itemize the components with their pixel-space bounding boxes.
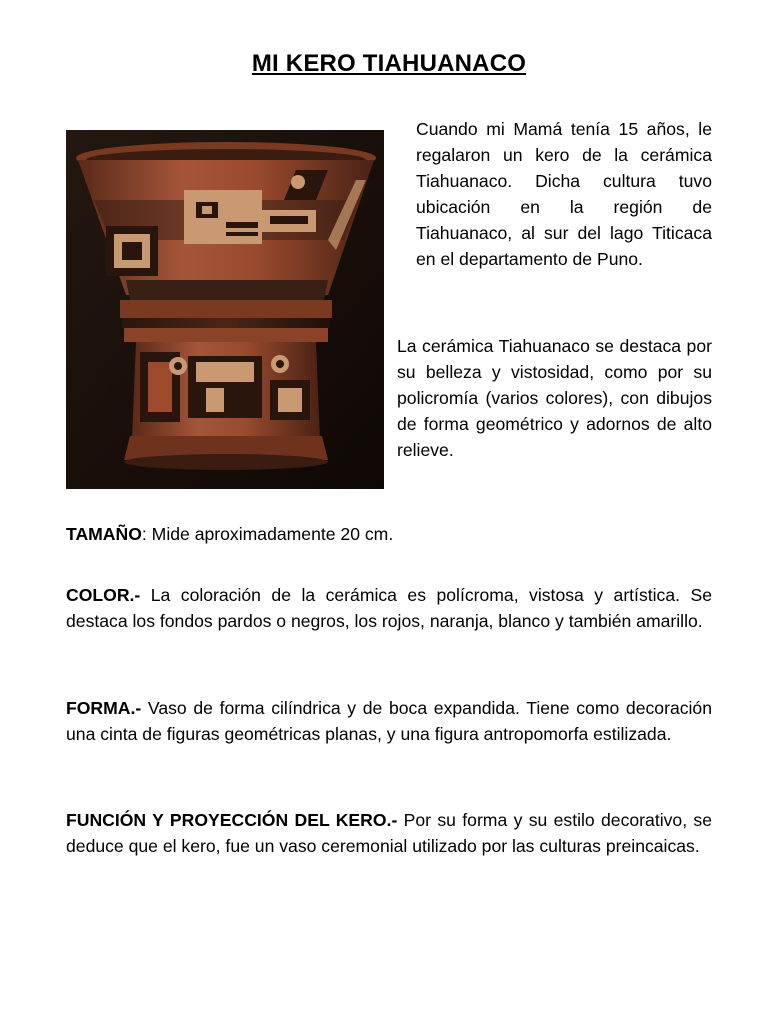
section-label: FUNCIÓN Y PROYECCIÓN DEL KERO.- (66, 810, 398, 830)
section-color (66, 582, 712, 634)
intro-paragraph-2: La cerámica Tiahuanaco se destaca por su belleza y vistosidad, como por su policromía (varios colores), con dibujos de forma geométrico y adornos de alto relieve. (397, 336, 712, 460)
section-forma (66, 695, 712, 747)
kero-photo (66, 130, 384, 489)
section-funcion (66, 807, 712, 859)
section-text: : Mide aproximadamente 20 cm. (141, 524, 394, 544)
section-text: La coloración de la cerámica es polícroma, vistosa y artística. Se destaca los fondos pardos o negros, los rojos, naranja, blanco y también amarillo. (66, 585, 712, 631)
section-label: FORMA.- (66, 698, 142, 718)
page-title: MI KERO TIAHUANACO (251, 50, 527, 77)
section-label: COLOR.- (66, 585, 141, 605)
intro-paragraph-1: Cuando mi Mamá tenía 15 años, le regalaron un kero de la cerámica Tiahuanaco. Dicha cultura tuvo ubicación en la región de Tiahuanaco, al sur del lago Titicaca en el departamento de Puno. (416, 119, 712, 269)
section-label: TAMAÑO (66, 524, 142, 544)
section-text: Vaso de forma cilíndrica y de boca expandida. Tiene como decoración una cinta de figuras geométricas planas, y una figura antropomorfa estilizada. (66, 698, 712, 744)
section-tamano (66, 521, 712, 547)
section-text: Por su forma y su estilo decorativo, se deduce que el kero, fue un vaso ceremonial utilizado por las culturas preincaicas. (66, 810, 712, 856)
